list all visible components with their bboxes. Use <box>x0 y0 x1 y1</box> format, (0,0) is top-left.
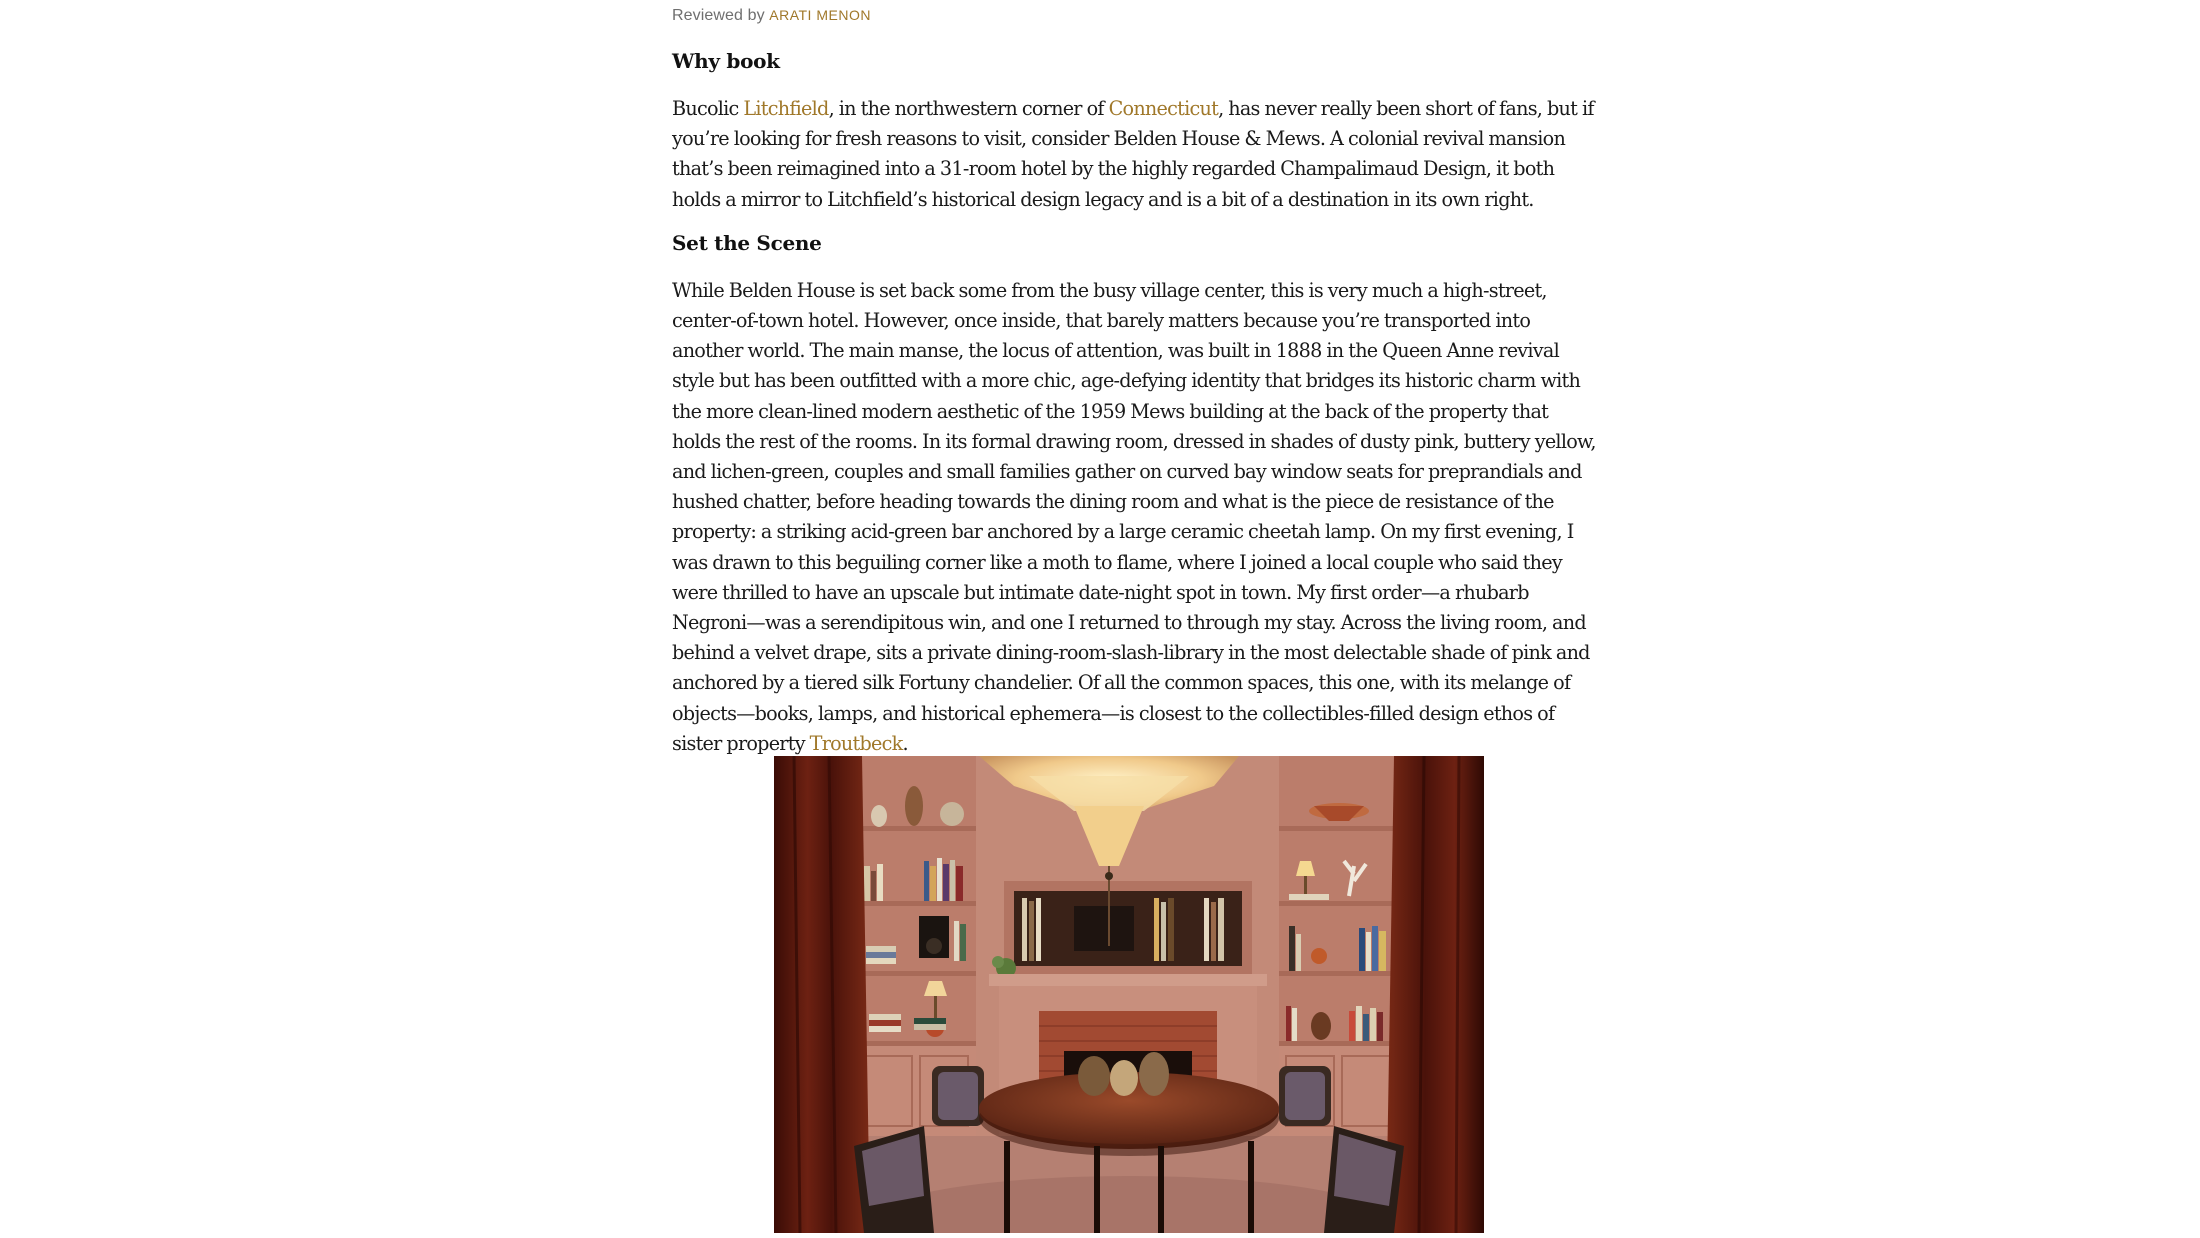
text-span: , in the northwestern corner of <box>828 97 1109 120</box>
byline-prefix: Reviewed by <box>672 7 765 24</box>
article-photo <box>774 756 1484 1233</box>
paragraph-set-the-scene <box>672 276 1600 759</box>
text-span: , has never really been short of fans, but if you’re looking for fresh reasons to visit, consider Belden House & Mews. A colonial revival mansion that’s been reimagined into a 31-room hotel by the highly regarded Champalimaud Design, it both holds a mirror to Litchfield’s historical design legacy and is a bit of a destination in its own right. <box>672 97 1594 211</box>
text-span: . <box>902 731 908 755</box>
link-litchfield[interactable]: Litchfield <box>743 97 829 120</box>
author-link[interactable]: ARATI MENON <box>769 7 871 23</box>
dining-room-photo <box>774 756 1484 1233</box>
section-heading-why-book: Why book <box>672 49 780 73</box>
link-connecticut[interactable]: Connecticut <box>1108 97 1219 120</box>
link-troutbeck[interactable]: Troutbeck <box>809 731 903 755</box>
article-body <box>672 0 1600 759</box>
byline <box>672 5 1600 26</box>
paragraph-why-book <box>672 94 1600 215</box>
text-span: While Belden House is set back some from the busy village center, this is very much a high-street, center-of-town hotel. However, once inside, that barely matters because you’re transported into another world. The main manse, the locus of attention, was built in 1888 in the Queen Anne revival style but has been outfitted with a more chic, age-defying identity that bridges its historic charm with the more clean-lined modern aesthetic of the 1959 Mews building at the back of the property that holds the rest of the rooms. In its formal drawing room, dressed in shades of dusty pink, buttery yellow, and lichen-green, couples and small families gather on curved bay window seats for preprandials and hushed chatter, before heading towards the dining room and what is the piece de resistance of the property: a striking acid-green bar anchored by a large ceramic cheetah lamp. On my first evening, I was drawn to this beguiling corner like a moth to flame, where I joined a local couple who said they were thrilled to have an upscale but intimate date-night spot in town. My first order—a rhubarb Negroni—was a serendipitous win, and one I returned to through my stay. Across the living room, and behind a velvet drape, sits a private dining-room-slash-library in the most delectable shade of pink and anchored by a tiered silk Fortuny chandelier. Of all the common spaces, this one, with its melange of objects—books, lamps, and historical ephemera—is closest to the collectibles-filled design ethos of sister property <box>672 278 1596 755</box>
text-span: Bucolic <box>672 97 744 120</box>
section-heading-set-the-scene: Set the Scene <box>672 230 822 255</box>
